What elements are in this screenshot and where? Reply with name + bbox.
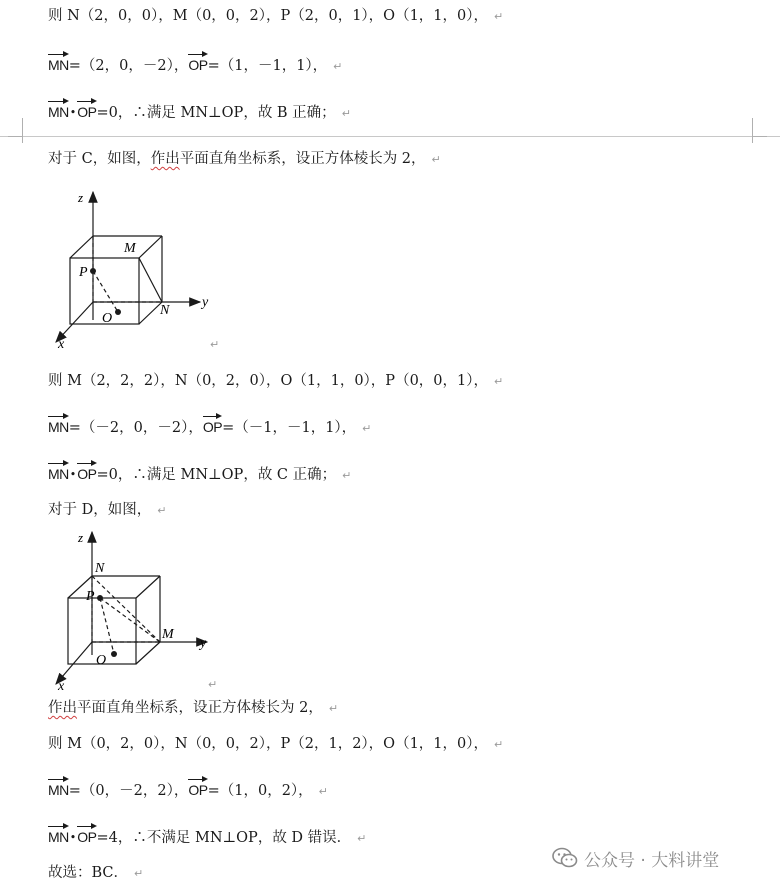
vector-value: =（－1，－1，1）， <box>222 420 357 436</box>
watermark <box>552 846 719 870</box>
point-label-m: M <box>124 241 136 256</box>
text-line-8 <box>48 500 166 520</box>
spellcheck-word: 作出 <box>48 700 77 716</box>
line-text: 故选：BC． <box>48 865 129 881</box>
watermark-text: 公众号 · 大料讲堂 <box>584 850 720 871</box>
point-label-o: O <box>102 311 113 326</box>
vector-value: =（0，－2，2）， <box>68 783 189 799</box>
point-label-o: O <box>96 653 107 668</box>
vector-value: =（1，0，2）， <box>207 783 313 799</box>
text-line-7 <box>48 461 351 481</box>
line-text: 则 M（0，2，0），N（0，0，2），P（2，1，2），O（1，1，0）， <box>48 736 488 752</box>
spellcheck-word: 作出 <box>150 151 180 167</box>
point-label-p: P <box>79 265 88 280</box>
vector-mn: MN <box>48 99 69 119</box>
paragraph-mark: ↵ <box>362 422 372 435</box>
line-text: =4，∴不满足 MN⊥OP，故 D 错误． <box>96 830 352 846</box>
line-text: 则 M（2，2，2），N（0，2，0），O（1，1，0），P（0，0，1）， <box>48 373 488 389</box>
vector-mn: MN <box>48 461 69 481</box>
margin-corner-mark <box>8 118 23 137</box>
paragraph-mark: ↵ <box>333 60 343 73</box>
figure-cube-d <box>48 526 248 694</box>
margin-corner-mark <box>752 118 767 137</box>
vector-mn: MN <box>48 824 69 844</box>
axis-label-x: x <box>58 679 65 694</box>
text-line-1 <box>48 6 503 26</box>
vector-op: OP <box>188 777 207 797</box>
point-label-n: N <box>160 303 170 318</box>
paragraph-mark: ↵ <box>494 10 504 23</box>
text-line-10 <box>48 734 503 754</box>
line-text: 平面直角坐标系，设正方体棱长为 2， <box>179 151 426 167</box>
paragraph-mark: ↵ <box>157 504 167 517</box>
paragraph-mark: ↵ <box>357 832 367 845</box>
text-line-6 <box>48 414 371 434</box>
axis-label-z: z <box>78 530 84 545</box>
point-label-m: M <box>162 627 174 642</box>
vector-op: OP <box>77 99 96 119</box>
text-line-13 <box>48 863 143 883</box>
line-text: 对于 C，如图， <box>48 151 151 167</box>
paragraph-mark: ↵ <box>210 338 220 351</box>
paragraph-mark: ↵ <box>208 678 218 691</box>
dot-product-symbol: • <box>69 831 77 844</box>
paragraph-mark: ↵ <box>318 785 328 798</box>
point-label-n: N <box>95 561 105 576</box>
wechat-icon <box>552 847 578 869</box>
line-text: =0，∴满足 MN⊥OP，故 C 正确； <box>96 467 337 483</box>
vector-op: OP <box>77 461 96 481</box>
axis-label-x: x <box>58 337 65 352</box>
paragraph-mark: ↵ <box>341 107 351 120</box>
margin-corner-mark <box>8 137 23 143</box>
paragraph-mark: ↵ <box>431 153 441 166</box>
vector-mn: MN <box>48 777 69 797</box>
figure-cube-c <box>48 186 248 354</box>
margin-corner-mark <box>752 137 767 143</box>
vector-value: =（2，0，－2）， <box>68 58 189 74</box>
dot-product-symbol: • <box>69 468 77 481</box>
text-line-3 <box>48 99 351 119</box>
text-line-2 <box>48 52 342 72</box>
text-line-9 <box>48 698 338 718</box>
text-line-5 <box>48 371 503 391</box>
point-label-p: P <box>86 589 95 604</box>
text-line-12 <box>48 824 366 844</box>
paragraph-mark: ↵ <box>328 702 339 715</box>
vector-op: OP <box>203 414 222 434</box>
paragraph-mark: ↵ <box>494 738 504 751</box>
axis-label-y: y <box>202 295 209 310</box>
text-line-4 <box>48 149 441 169</box>
paragraph-mark: ↵ <box>342 469 352 482</box>
axis-label-z: z <box>78 190 84 205</box>
paragraph-mark: ↵ <box>494 375 504 388</box>
line-text: 平面直角坐标系，设正方体棱长为 2， <box>77 700 323 716</box>
vector-mn: MN <box>48 414 69 434</box>
text-line-11 <box>48 777 328 797</box>
vector-mn: MN <box>48 52 69 72</box>
vector-value: =（1，－1，1）， <box>207 58 328 74</box>
vector-op: OP <box>188 52 207 72</box>
line-text: 对于 D，如图， <box>48 502 152 518</box>
page-divider <box>0 136 780 137</box>
dot-product-symbol: • <box>69 106 77 119</box>
paragraph-mark: ↵ <box>134 867 144 880</box>
line-text: =0，∴满足 MN⊥OP，故 B 正确； <box>96 105 336 121</box>
line-text: 则 N（2，0，0），M（0，0，2），P（2，0，1），O（1，1，0）， <box>48 8 488 24</box>
axis-label-y: y <box>200 636 207 651</box>
vector-value: =（－2，0，－2）， <box>68 420 203 436</box>
vector-op: OP <box>77 824 96 844</box>
